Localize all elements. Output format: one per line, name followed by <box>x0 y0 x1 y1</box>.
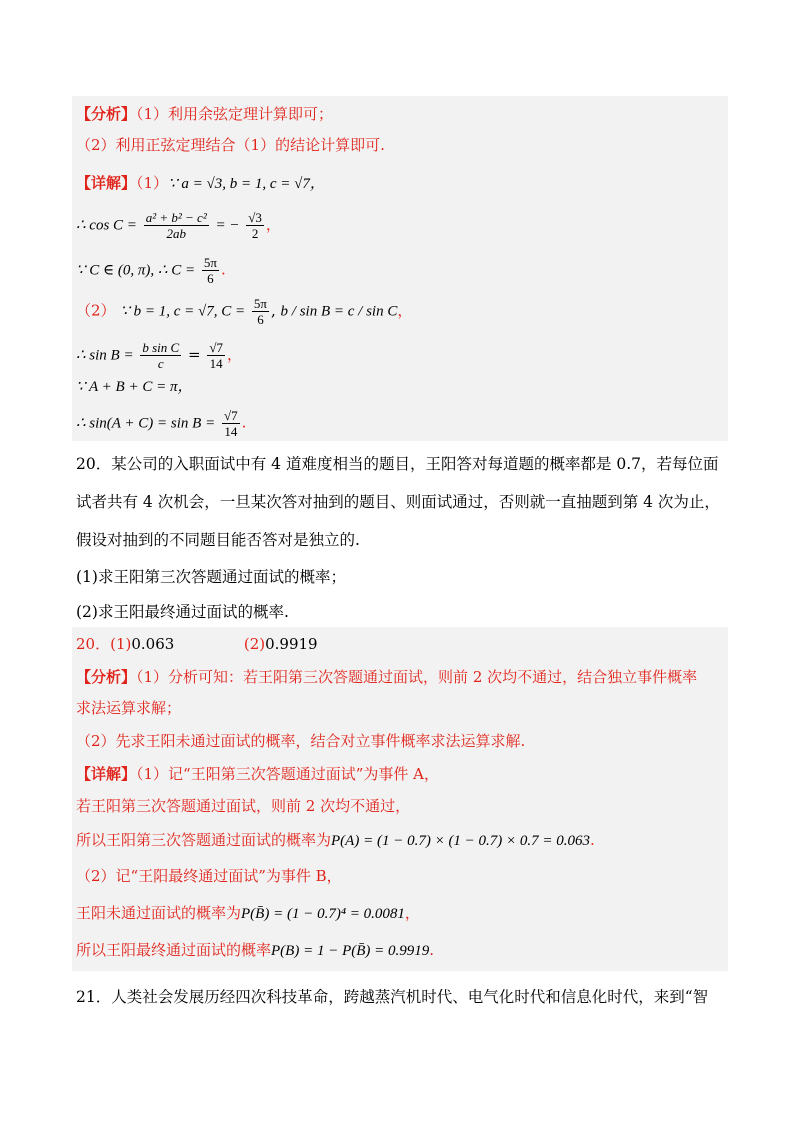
detail-20-line-2: 若王阳第三次答题通过面试，则前 2 次均不通过， <box>76 797 411 815</box>
answer-line: 20．(1)0.063 (2)0.9919 <box>76 635 318 653</box>
detail-20-line-3: 所以王阳第三次答题通过面试的概率为P(A) = (1 − 0.7) × (1 − 0.7) × 0.7 = 0.063. <box>76 831 595 849</box>
question-20-line-1: 20．某公司的入职面试中有 4 道难度相当的题目，王阳答对每道题的概率都是 0.7，若每位面 <box>76 455 719 473</box>
question-20-part-2: (2)求王阳最终通过面试的概率. <box>76 603 289 621</box>
equation-sum: ∵ A + B + C = π， <box>76 379 193 395</box>
analysis-20-line-1: 【分析】（1）分析可知：若王阳第三次答题通过面试，则前 2 次均不通过，结合独立事件概率 <box>76 668 698 686</box>
analysis-20-line-3: （2）先求王阳未通过面试的概率，结合对立事件概率求法运算求解. <box>76 732 526 750</box>
question-20-line-3: 假设对抽到的不同题目能否答对是独立的. <box>76 531 360 549</box>
equation-final: ∴ sin(A + C) = sin B = $\frac{√7}{14}$ . <box>76 408 247 439</box>
detail-line-2: （2） ∵ b = 1, c = √7, C = $\frac{5\pi}{6}$ , b / sin B = c / sin C， <box>76 296 413 327</box>
analysis-line-1: 【分析】（1）利用余弦定理计算即可； <box>76 105 334 123</box>
detail-20-line-6: 所以王阳最终通过面试的概率P(B) = 1 − P(B̄) = 0.9919. <box>76 941 435 959</box>
detail-20-line-1: 【详解】（1）记“王阳第三次答题通过面试”为事件 A， <box>76 765 439 783</box>
equation-cos: ∴ cos C = $\frac{\text{a² + b² − c²}}{2ab}$ = − $\frac{√3}{2}$ ， <box>76 210 281 241</box>
detail-line-1: 【详解】（1）∵ a = √3, b = 1, c = √7， <box>76 174 325 192</box>
detail-20-line-5: 王阳未通过面试的概率为P(B̄) = (1 − 0.7)⁴ = 0.0081， <box>76 904 420 922</box>
question-21-line-1: 21．人类社会发展历经四次科技革命，跨越蒸汽机时代、电气化时代和信息化时代，来到“智 <box>76 988 709 1006</box>
analysis-line-2: （2）利用正弦定理结合（1）的结论计算即可. <box>76 136 385 154</box>
equation-c-range: ∵ C ∈ (0, π), ∴ C = $\frac{5\pi}{6}$ . <box>76 255 226 286</box>
equation-sinb: ∴ sin B = $\frac{\text{b sin C}}{c}$ = $\frac{√7}{14}$ ， <box>76 340 242 371</box>
analysis-20-line-2: 求法运算求解； <box>76 699 182 717</box>
question-20-part-1: (1)求王阳第三次答题通过面试的概率； <box>76 568 346 586</box>
detail-20-line-4: （2）记“王阳最终通过面试”为事件 B， <box>76 867 342 885</box>
question-20-line-2: 试者共有 4 次机会，一旦某次答对抽到的题目、则面试通过，否则就一直抽题到第 4 次为止， <box>76 493 720 511</box>
